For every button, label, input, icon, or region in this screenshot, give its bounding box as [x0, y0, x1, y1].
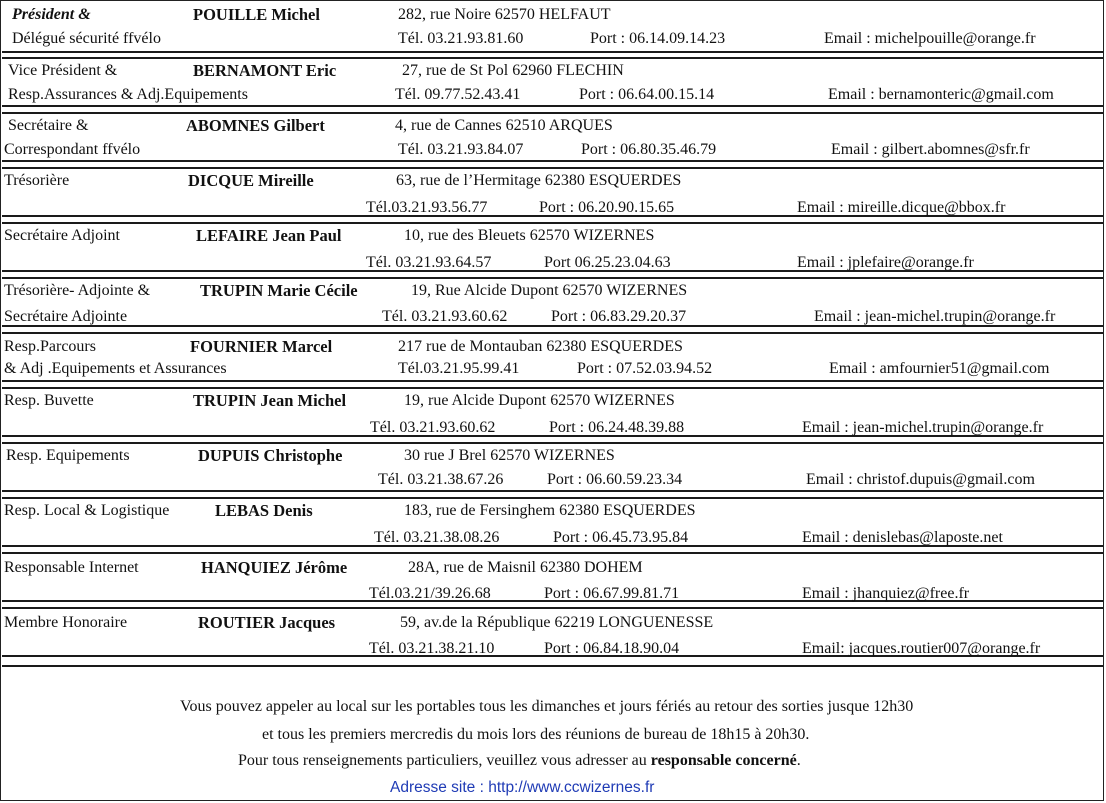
member-role-line2: Secrétaire Adjointe	[4, 308, 128, 325]
member-role-line1: Resp. Buvette	[4, 392, 94, 409]
member-name: HANQUIEZ Jérôme	[201, 558, 348, 577]
member-address: 10, rue des Bleuets 62570 WIZERNES	[404, 227, 655, 244]
member-address: 63, rue de l’Hermitage 62380 ESQUERDES	[396, 172, 682, 189]
member-row	[2, 332, 1103, 382]
member-email: Email : christof.dupuis@gmail.com	[806, 471, 1035, 488]
member-address: 59, av.de la République 62219 LONGUENESSE	[400, 614, 714, 631]
member-address: 30 rue J Brel 62570 WIZERNES	[404, 447, 615, 464]
member-port: Port 06.25.23.04.63	[544, 254, 671, 271]
member-row	[2, 3, 1103, 53]
member-email: Email : michelpouille@orange.fr	[824, 30, 1036, 47]
member-port: Port : 06.80.35.46.79	[581, 141, 717, 158]
member-name: ROUTIER Jacques	[198, 613, 336, 632]
member-email: Email : gilbert.abomnes@sfr.fr	[831, 141, 1030, 158]
footer-line-3-end: .	[796, 752, 801, 769]
member-row	[2, 497, 1103, 547]
member-email: Email : amfournier51@gmail.com	[829, 360, 1050, 377]
member-tel: Tél.03.21/39.26.68	[369, 585, 491, 602]
member-name: ABOMNES Gilbert	[186, 116, 325, 135]
member-row	[2, 222, 1103, 272]
member-tel: Tél.03.21.95.99.41	[398, 360, 520, 377]
member-name: TRUPIN Jean Michel	[193, 391, 347, 410]
member-email: Email : jplefaire@orange.fr	[797, 254, 974, 271]
member-email: Email : bernamonteric@gmail.com	[828, 86, 1054, 103]
member-address: 282, rue Noire 62570 HELFAUT	[398, 6, 611, 23]
member-name: DICQUE Mireille	[188, 171, 314, 190]
member-role-line1: Trésorière	[4, 172, 70, 189]
member-role-line1: Trésorière- Adjointe &	[4, 282, 151, 299]
member-row	[2, 607, 1103, 657]
member-role-line1: Secrétaire Adjoint	[4, 227, 120, 244]
member-role-line1: Secrétaire &	[8, 117, 89, 134]
member-tel: Tél. 03.21.93.81.60	[398, 30, 524, 47]
member-tel: Tél. 03.21.93.64.57	[366, 254, 492, 271]
member-role-line1: Président &	[12, 6, 91, 23]
member-address: 217 rue de Montauban 62380 ESQUERDES	[398, 338, 683, 355]
member-address: 19, Rue Alcide Dupont 62570 WIZERNES	[411, 282, 688, 299]
footer-notice	[2, 665, 1103, 801]
member-email: Email: jacques.routier007@orange.fr	[802, 640, 1041, 657]
member-role-line1: Resp. Local & Logistique	[4, 502, 170, 519]
member-role-line2: Délégué sécurité ffvélo	[12, 30, 161, 47]
member-address: 183, rue de Fersinghem 62380 ESQUERDES	[404, 502, 696, 519]
member-address: 28A, rue de Maisnil 62380 DOHEM	[408, 559, 643, 576]
site-address-link[interactable]: Adresse site : http://www.ccwizernes.fr	[390, 779, 655, 796]
member-tel: Tél. 09.77.52.43.41	[395, 86, 521, 103]
member-port: Port : 06.20.90.15.65	[539, 199, 675, 216]
member-role-line2: Correspondant ffvélo	[4, 141, 141, 158]
member-name: LEFAIRE Jean Paul	[196, 226, 342, 245]
member-name: TRUPIN Marie Cécile	[200, 281, 358, 300]
footer-line-3-bold: responsable concerné	[650, 752, 797, 769]
member-address: 4, rue de Cannes 62510 ARQUES	[395, 117, 613, 134]
footer-line-1: Vous pouvez appeler au local sur les portables tous les dimanches et jours fériés au retour des sorties jusque 12h30	[180, 698, 914, 715]
member-row	[2, 57, 1103, 107]
member-role-line1: Resp.Parcours	[4, 338, 96, 355]
member-role-line1: Responsable Internet	[4, 559, 139, 576]
member-row	[2, 112, 1103, 162]
member-row	[2, 387, 1103, 437]
footer-line-3	[238, 751, 801, 771]
member-tel: Tél.03.21.93.56.77	[366, 199, 488, 216]
member-port: Port : 06.84.18.90.04	[544, 640, 680, 657]
footer-line-3-text: Pour tous renseignements particuliers, veuillez vous adresser au	[238, 752, 651, 769]
member-tel: Tél. 03.21.38.21.10	[369, 640, 495, 657]
member-port: Port : 06.60.59.23.34	[547, 471, 683, 488]
member-name: DUPUIS Christophe	[198, 446, 343, 465]
member-name: FOURNIER Marcel	[190, 337, 333, 356]
member-name: LEBAS Denis	[215, 501, 313, 520]
member-role-line2: Resp.Assurances & Adj.Equipements	[8, 86, 248, 103]
member-row	[2, 552, 1103, 602]
member-tel: Tél. 03.21.93.60.62	[382, 308, 508, 325]
member-port: Port : 07.52.03.94.52	[577, 360, 713, 377]
member-port: Port : 06.14.09.14.23	[590, 30, 726, 47]
member-port: Port : 06.64.00.15.14	[579, 86, 715, 103]
member-row	[2, 277, 1103, 327]
member-port: Port : 06.83.29.20.37	[551, 308, 687, 325]
member-tel: Tél. 03.21.93.84.07	[398, 141, 524, 158]
member-row	[2, 442, 1103, 492]
member-tel: Tél. 03.21.93.60.62	[370, 419, 496, 436]
member-role-line2: & Adj .Equipements et Assurances	[4, 360, 227, 377]
member-email: Email : jean-michel.trupin@orange.fr	[814, 308, 1056, 325]
member-name: BERNAMONT Eric	[193, 61, 337, 80]
member-tel: Tél. 03.21.38.67.26	[378, 471, 504, 488]
member-port: Port : 06.24.48.39.88	[549, 419, 685, 436]
member-port: Port : 06.45.73.95.84	[553, 529, 689, 546]
member-address: 19, rue Alcide Dupont 62570 WIZERNES	[404, 392, 675, 409]
member-row	[2, 167, 1103, 217]
member-email: Email : mireille.dicque@bbox.fr	[797, 199, 1006, 216]
member-port: Port : 06.67.99.81.71	[544, 585, 680, 602]
member-role-line1: Membre Honoraire	[4, 614, 128, 631]
member-email: Email : denislebas@laposte.net	[802, 529, 1003, 546]
footer-line-2: et tous les premiers mercredis du mois lors des réunions de bureau de 18h15 à 20h30.	[262, 726, 810, 743]
member-email: Email : jean-michel.trupin@orange.fr	[802, 419, 1044, 436]
member-email: Email : jhanquiez@free.fr	[802, 585, 970, 602]
member-role-line1: Resp. Equipements	[6, 447, 130, 464]
member-address: 27, rue de St Pol 62960 FLECHIN	[402, 62, 624, 79]
member-tel: Tél. 03.21.38.08.26	[374, 529, 500, 546]
member-role-line1: Vice Président &	[8, 62, 118, 79]
member-name: POUILLE Michel	[193, 5, 320, 24]
